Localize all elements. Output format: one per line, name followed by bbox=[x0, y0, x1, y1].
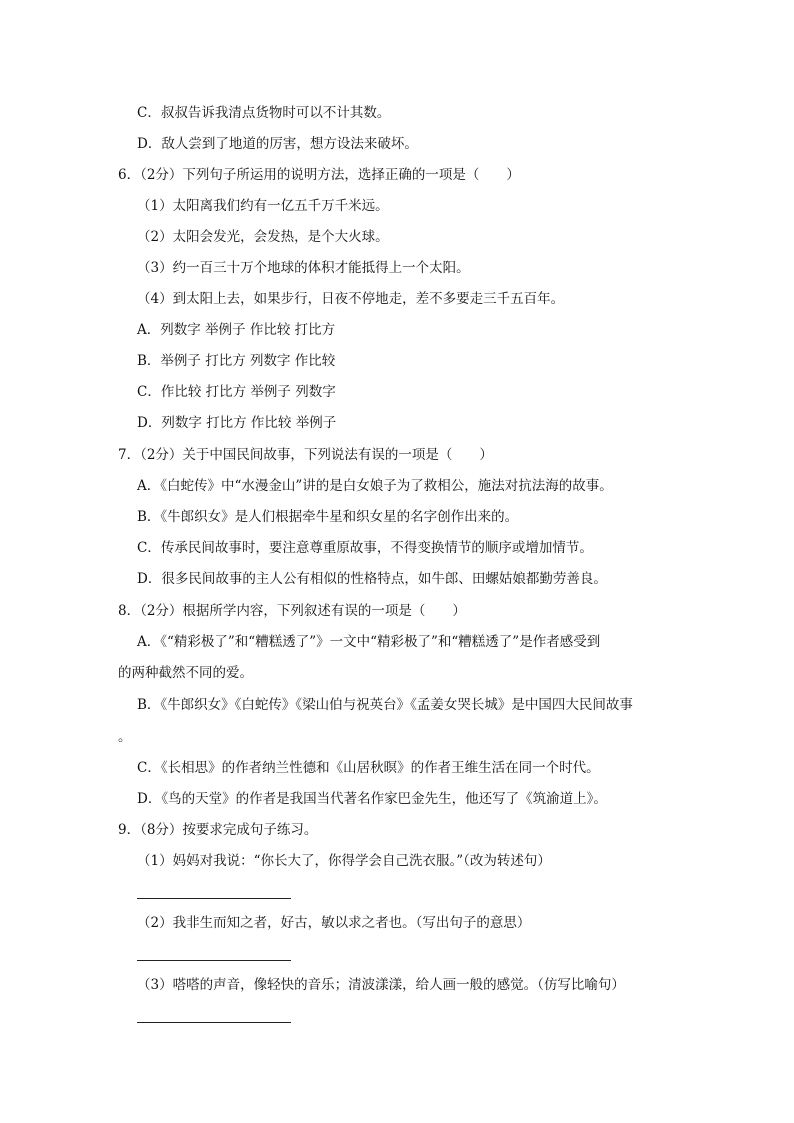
q6-sentence-3: （3）约一百三十万个地球的体积才能抵得上一个太阳。 bbox=[137, 260, 470, 276]
q7-option-a: A．《白蛇传》中“水漫金山”讲的是白女娘子为了救相公，施法对抗法海的故事。 bbox=[137, 478, 613, 494]
q8-option-a: A．《“精彩极了”和“糟糕透了”》一文中“精彩极了”和“糟糕透了”是作者感受到 bbox=[137, 634, 601, 650]
q7-stem: 7．（2分）关于中国民间故事，下列说法有误的一项是（ ） bbox=[118, 447, 493, 463]
q9-stem: 9．（8分）按要求完成句子练习。 bbox=[118, 822, 318, 838]
q5-option-c: C．叔叔告诉我清点货物时可以不计其数。 bbox=[137, 105, 391, 121]
q6-option-b: B．举例子 打比方 列数字 作比较 bbox=[137, 353, 336, 369]
q8-stem: 8．（2分）根据所学内容，下列叙述有误的一项是（ ） bbox=[118, 603, 466, 619]
q6-option-a: A．列数字 举例子 作比较 打比方 bbox=[137, 322, 336, 338]
q8-option-b-continued: 。 bbox=[118, 729, 132, 745]
q6-sentence-1: （1）太阳离我们约有一亿五千万千米远。 bbox=[137, 198, 389, 214]
q8-option-d: D．《鸟的天堂》的作者是我国当代著名作家巴金先生，他还写了《筑渝道上》。 bbox=[137, 791, 607, 807]
q6-stem: 6．（2分）下列句子所运用的说明方法，选择正确的一项是（ ） bbox=[118, 167, 520, 183]
q6-option-d: D．列数字 打比方 作比较 举例子 bbox=[137, 415, 337, 431]
q9-part-2-answer-line[interactable] bbox=[137, 960, 291, 961]
q6-sentence-2: （2）太阳会发光，会发热，是个大火球。 bbox=[137, 229, 389, 245]
q7-option-c: C．传承民间故事时，要注意尊重原故事，不得变换情节的顺序或增加情节。 bbox=[137, 540, 593, 556]
q9-part-1-answer-line[interactable] bbox=[137, 898, 291, 899]
q9-part-3-answer-line[interactable] bbox=[137, 1022, 291, 1023]
q9-part-3: （3）嗒嗒的声音，像轻快的音乐；清波漾漾，给人画一般的感觉。（仿写比喻句） bbox=[137, 977, 625, 993]
q5-option-d: D．敌人尝到了地道的厉害，想方设法来破坏。 bbox=[137, 136, 418, 152]
q9-part-1: （1）妈妈对我说：“你长大了，你得学会自己洗衣服。”（改为转述句） bbox=[137, 853, 551, 869]
q6-option-c: C．作比较 打比方 举例子 列数字 bbox=[137, 384, 336, 400]
q9-part-2: （2）我非生而知之者，好古，敏以求之者也。（写出句子的意思） bbox=[137, 915, 531, 931]
q8-option-a-continued: 的两种截然不同的爱。 bbox=[118, 665, 253, 681]
q8-option-c: C．《长相思》的作者纳兰性德和《山居秋暝》的作者王维生活在同一个时代。 bbox=[137, 760, 600, 776]
q7-option-d: D．很多民间故事的主人公有相似的性格特点，如牛郎、田螺姑娘都勤劳善良。 bbox=[137, 571, 607, 587]
q8-option-b: B．《牛郎织女》《白蛇传》《梁山伯与祝英台》《孟姜女哭长城》是中国四大民间故事 bbox=[137, 697, 633, 713]
q6-sentence-4: （4）到太阳上去，如果步行，日夜不停地走，差不多要走三千五百年。 bbox=[137, 291, 565, 307]
q7-option-b: B．《牛郎织女》是人们根据牵牛星和织女星的名字创作出来的。 bbox=[137, 509, 519, 525]
